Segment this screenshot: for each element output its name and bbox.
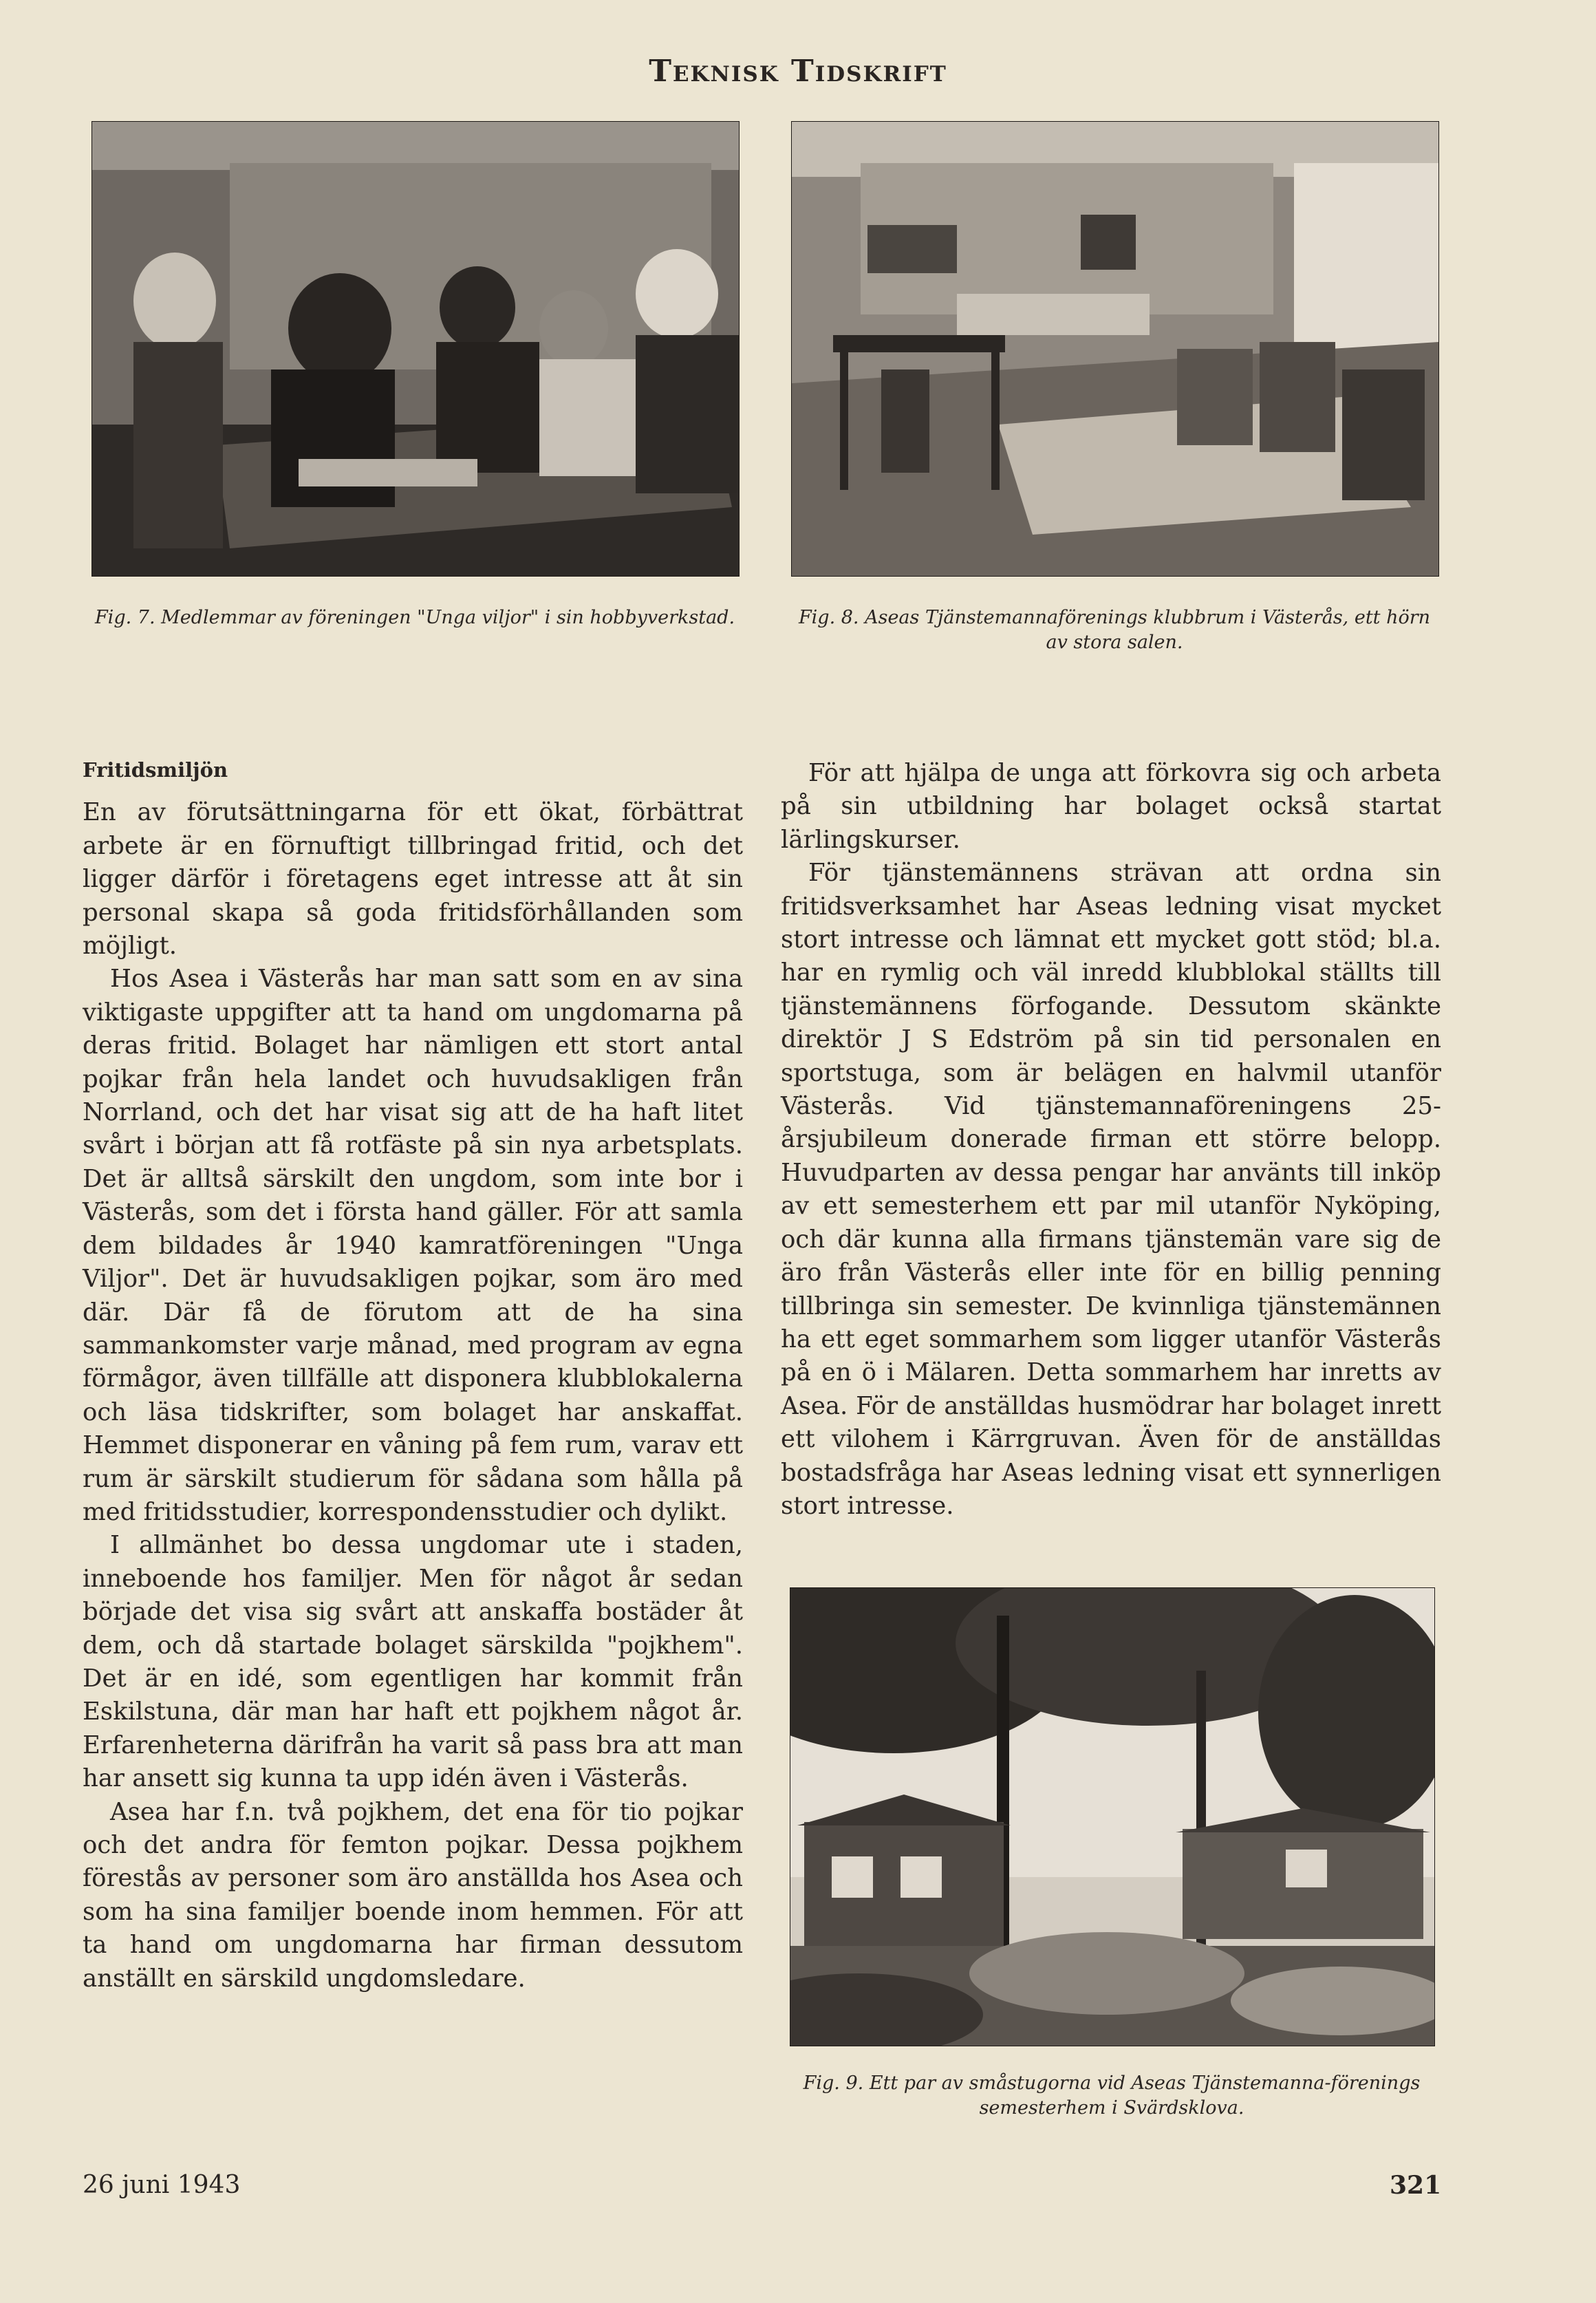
right-paragraph: För att hjälpa de unga att förkovra sig och arbeta på sin utbildning har bolaget också startat lärlingskurser. [781,759,1441,854]
right-column [781,757,1441,1523]
left-paragraph: En av förutsättningarna för ett ökat, förbättrat arbete är en förnuftigt tillbringad fritid, och det ligger därför i företagens eget intresse att åt sin personal skapa så goda fritidsförhållanden som möjligt. [83,798,743,961]
fig7-photo [91,121,740,577]
fig8-caption: Fig. 8. Aseas Tjänstemannaförenings klubbrum i Västerås, ett hörn av stora salen. [798,607,1431,654]
fig9-caption: Fig. 9. Ett par av småstugorna vid Aseas Tjänstemanna-förenings semesterhem i Svärdsklova. [803,2072,1421,2119]
left-paragraph: I allmänhet bo dessa ungdomar ute i staden, inneboende hos familjer. Men för något år sedan började det visa sig svårt att anskaffa bostäder åt dem, och då startade bolaget särskilda "pojkhem". Det är en idé, som egentligen har kommit från Eskilstuna, där man har haft ett pojkhem något år. Erfarenheterna därifrån ha varit så pass bra att man har ansett sig kunna ta upp idén även i Västerås. [83,1531,743,1793]
left-paragraph: Hos Asea i Västerås har man satt som en av sina viktigaste uppgifter att ta hand om ungdomarna på deras fritid. Bolaget har nämligen ett stort antal pojkar från hela landet och huvudsakligen från Norrland, och det har visat sig att de ha haft litet svårt i början att få rotfäste på sin nya arbetsplats. Det är alltså särskilt den ungdom, som inte bor i Västerås, som det i första hand gäller. För att samla dem bildades år 1940 kamratföreningen "Unga Viljor". Det är huvudsakligen pojkar, som äro med där. Där få de förutom att de ha sina sammankomster varje månad, med program av egna förmågor, även tillfälle att disponera klubblokalerna och läsa tidskrifter, som bolaget har anskaffat. Hemmet disponerar en våning på fem rum, varav ett rum är särskilt studierum för sådana som hålla på med fritidsstudier, korrespondensstudier och dylikt. [83,965,743,1526]
left-column [83,753,743,1995]
left-paragraph: Asea har f.n. två pojkhem, det ena för tio pojkar och det andra för femton pojkar. Dessa pojkhem förestås av personer som äro anställda hos Asea och som ha sina familjer boende inom hemmen. För att ta hand om ungdomarna har firman dessutom anställt en särskild ungdomsledare. [83,1797,743,1993]
section-heading: Fritidsmiljön [83,758,228,782]
fig7-caption: Fig. 7. Medlemmar av föreningen "Unga viljor" i sin hobbyverkstad. [94,607,735,628]
issue-date: 26 juni 1943 [83,2171,241,2199]
journal-header: Teknisk Tidskrift [649,54,947,89]
fig9-photo [790,1587,1435,2046]
page-number: 321 [1390,2171,1442,2200]
right-paragraph: För tjänstemännens strävan att ordna sin fritidsverksamhet har Aseas ledning visat mycket stort intresse och lämnat ett mycket gott stöd; bl.a. har en rymlig och väl inredd klubblokal ställts till tjänstemännens förfogande. Dessutom skänkte direktör J S Edström på sin tid personalen en sportstuga, som är belägen en halvmil utanför Västerås. Vid tjänstemannaföreningens 25-årsjubileum donerade firman ett större belopp. Huvudparten av dessa pengar har använts till inköp av ett semesterhem ett par mil utanför Nyköping, och där kunna alla firmans tjänstemän vare sig de äro från Västerås eller inte för en billig penning tillbringa sin semester. De kvinnliga tjänstemännen ha ett eget sommarhem som ligger utanför Västerås på en ö i Mälaren. Detta sommarhem har inretts av Asea. För de anställdas husmödrar har bolaget inrett ett vilohem i Kärrgruvan. Även för de anställdas bostadsfråga har Aseas ledning visat ett synnerligen stort intresse. [781,859,1441,1520]
fig8-photo [791,121,1439,577]
